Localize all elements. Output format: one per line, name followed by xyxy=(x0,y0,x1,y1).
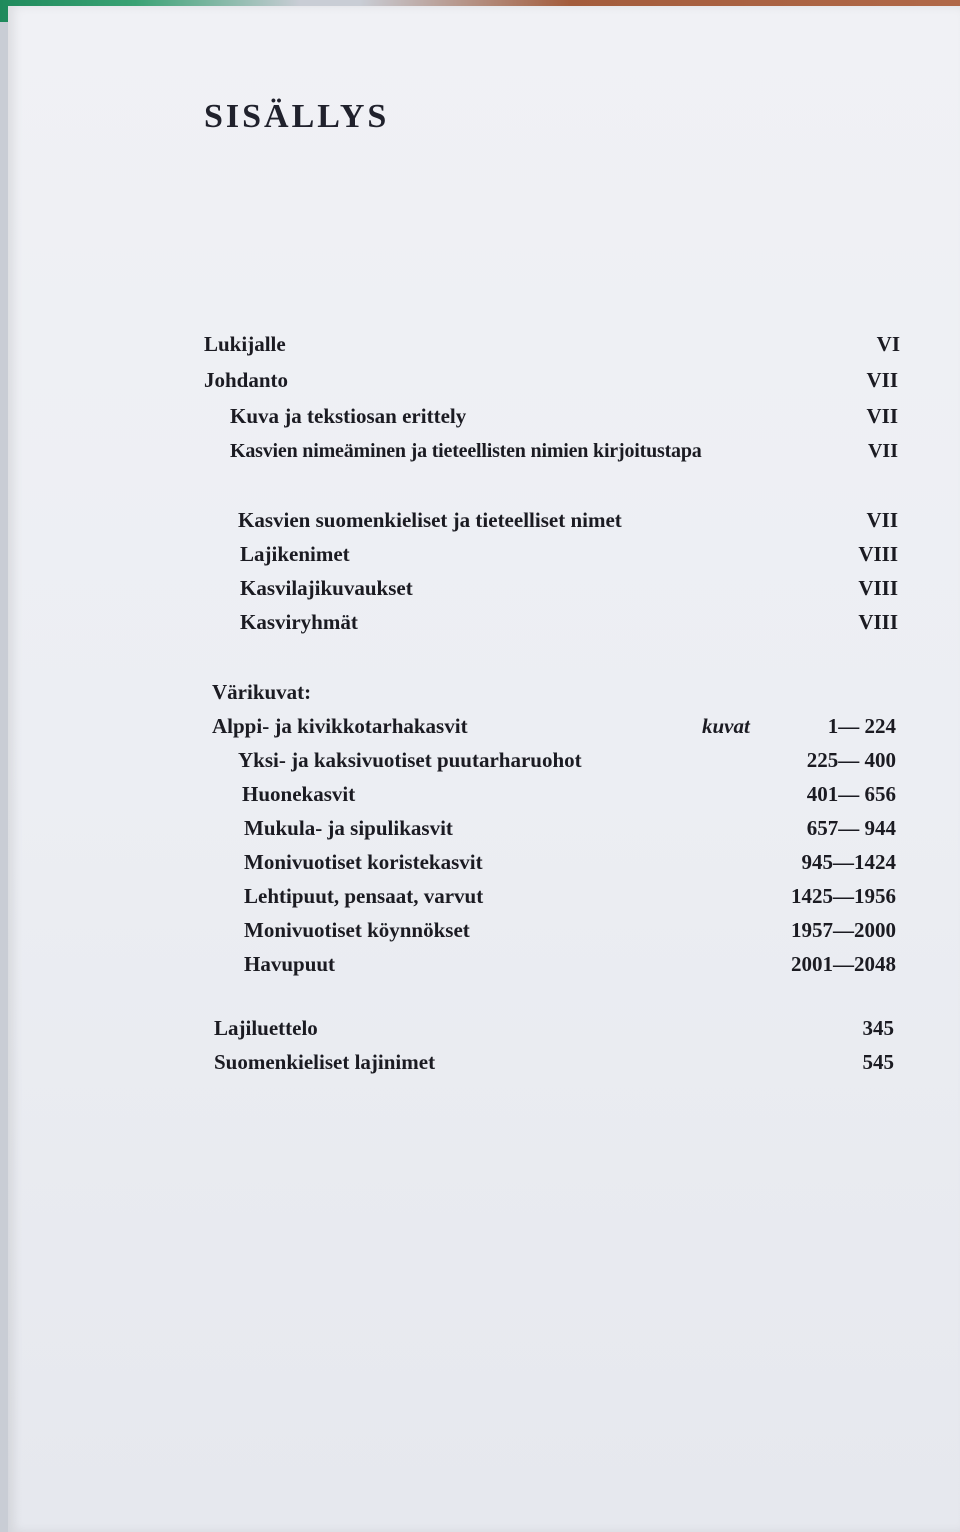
toc-entry-page: 945—1424 xyxy=(801,850,896,874)
toc-entry-marker: kuvat xyxy=(702,714,750,738)
toc-entry-page: VIII xyxy=(858,610,898,634)
toc-entry-label: Monivuotiset koristekasvit xyxy=(244,850,483,874)
book-page xyxy=(8,6,960,1532)
toc-entry-label: Alppi- ja kivikkotarhakasvit xyxy=(212,714,468,738)
toc-entry-label: Kasviryhmät xyxy=(240,610,358,634)
toc-entry-label: Havupuut xyxy=(244,952,336,976)
toc-entry-label: Kasvien nimeäminen ja tieteellisten nimien kirjoitustapa xyxy=(230,440,702,462)
toc-section-label: Värikuvat: xyxy=(212,680,312,704)
toc-entry-page: VII xyxy=(866,404,898,428)
toc-entry-page: VII xyxy=(867,440,898,462)
toc-entry-page: VII xyxy=(866,508,898,532)
toc-entry-label: Suomenkieliset lajinimet xyxy=(214,1050,436,1074)
toc-entry-label: Lajiluettelo xyxy=(214,1016,318,1040)
toc-entry-label: Huonekasvit xyxy=(242,782,356,806)
toc-entry-label: Kasvien suomenkieliset ja tieteelliset nimet xyxy=(238,508,622,532)
toc-entry-page: VI xyxy=(876,332,900,356)
toc-entry-page: 1— 224 xyxy=(827,714,896,738)
toc-entry-page: VII xyxy=(866,368,898,392)
toc-entry-page: 657— 944 xyxy=(806,816,896,840)
toc-entry-label: Yksi- ja kaksivuotiset puutarharuohot xyxy=(238,748,582,772)
toc-entry-label: Johdanto xyxy=(204,368,289,392)
toc-entry-page: 345 xyxy=(862,1016,894,1040)
page-title: SISÄLLYS xyxy=(204,98,390,135)
toc-entry-page: VIII xyxy=(858,542,898,566)
toc-entry-page: 225— 400 xyxy=(806,748,896,772)
toc-entry-page: 1957—2000 xyxy=(791,918,896,942)
toc-entry-page: 2001—2048 xyxy=(791,952,896,976)
toc-entry-label: Kuva ja tekstiosan erittely xyxy=(230,404,467,428)
toc-entry-label: Lukijalle xyxy=(204,332,286,356)
toc-entry-page: VIII xyxy=(858,576,898,600)
toc-entry-page: 1425—1956 xyxy=(791,884,896,908)
toc-entry-label: Lajikenimet xyxy=(240,542,350,566)
toc-entry-page: 545 xyxy=(862,1050,894,1074)
table-of-contents xyxy=(8,6,960,1106)
toc-entry-label: Kasvilajikuvaukset xyxy=(240,576,413,600)
toc-entry-label: Monivuotiset köynnökset xyxy=(244,918,470,942)
toc-entry-page: 401— 656 xyxy=(806,782,896,806)
toc-entry-label: Mukula- ja sipulikasvit xyxy=(244,816,453,840)
toc-entry-label: Lehtipuut, pensaat, varvut xyxy=(244,884,484,908)
